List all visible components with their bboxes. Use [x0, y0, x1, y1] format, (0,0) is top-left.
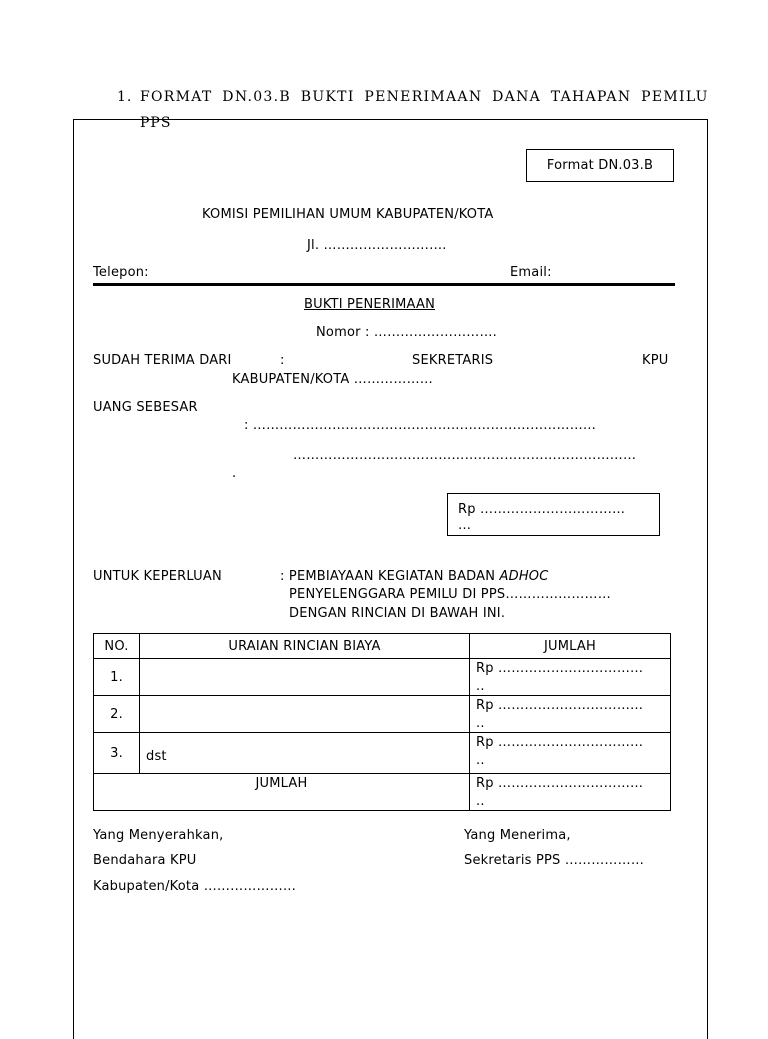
- purpose-line1: [280, 569, 549, 584]
- total-jumlah: [470, 774, 671, 811]
- row-jumlah-line1: Rp ……………………………: [476, 735, 644, 750]
- table-header-row: [94, 634, 671, 659]
- from-value-sekretaris: SEKRETARIS: [412, 353, 494, 368]
- header-no: NO.: [94, 634, 140, 659]
- telepon-label: Telepon:: [93, 265, 149, 280]
- table-row: [94, 696, 671, 733]
- row-uraian: dst: [140, 733, 470, 774]
- amount-rp-line1: Rp ……………………………: [458, 502, 626, 517]
- from-label: SUDAH TERIMA DARI: [93, 353, 232, 368]
- amount-rp-box: [447, 493, 660, 536]
- row-uraian: [140, 696, 470, 733]
- table-row: [94, 659, 671, 696]
- cost-breakdown-table: [93, 633, 671, 811]
- institution-address: Jl. ……………………….: [307, 238, 447, 253]
- row-jumlah: [470, 659, 671, 696]
- heading-title-continued: PPS: [140, 115, 172, 131]
- email-label: Email:: [510, 265, 552, 280]
- total-jumlah-line2: ..: [476, 794, 485, 809]
- table-total-row: [94, 774, 671, 811]
- row-jumlah-line2: ..: [476, 679, 485, 694]
- heading-number: 1.: [117, 89, 133, 105]
- header-divider: [93, 283, 675, 286]
- format-box-label: Format DN.03.B: [546, 158, 654, 173]
- heading-title: FORMAT DN.03.B BUKTI PENERIMAAN DANA TAHAPAN PEMILU: [140, 89, 709, 105]
- amount-words-line1: : ……………………………………………………………………: [244, 418, 597, 433]
- amount-rp-line2: …: [458, 518, 472, 533]
- receipt-title: BUKTI PENERIMAAN: [304, 297, 436, 312]
- signature-left-line2: Bendahara KPU: [93, 853, 197, 868]
- row-jumlah: [470, 696, 671, 733]
- header-uraian: URAIAN RINCIAN BIAYA: [140, 634, 470, 659]
- row-uraian: [140, 659, 470, 696]
- from-colon: :: [280, 353, 285, 368]
- format-box: [526, 149, 674, 182]
- amount-label: UANG SEBESAR: [93, 400, 198, 415]
- row-jumlah-line1: Rp ……………………………: [476, 698, 644, 713]
- purpose-adhoc: ADHOC: [499, 569, 549, 584]
- receipt-number: Nomor : ……………………….: [316, 325, 498, 340]
- signature-left-line3: Kabupaten/Kota …………………: [93, 879, 297, 894]
- row-jumlah: [470, 733, 671, 774]
- amount-words-line3: .: [232, 466, 237, 481]
- row-no: 3.: [94, 733, 140, 774]
- table-row: [94, 733, 671, 774]
- total-jumlah-line1: Rp ……………………………: [476, 776, 644, 791]
- purpose-line1-text: : PEMBIAYAAN KEGIATAN BADAN: [280, 569, 500, 584]
- row-no: 2.: [94, 696, 140, 733]
- signature-left-line1: Yang Menyerahkan,: [93, 828, 224, 843]
- from-value-kabupaten: KABUPATEN/KOTA ………………: [232, 372, 433, 387]
- amount-words-line2: ……………………………………………………………………: [293, 448, 637, 463]
- header-jumlah: JUMLAH: [470, 634, 671, 659]
- signature-right-line1: Yang Menerima,: [464, 828, 571, 843]
- purpose-line3: DENGAN RINCIAN DI BAWAH INI.: [289, 606, 506, 621]
- total-label: JUMLAH: [94, 774, 470, 811]
- row-no: 1.: [94, 659, 140, 696]
- institution-name: KOMISI PEMILIHAN UMUM KABUPATEN/KOTA: [202, 207, 494, 222]
- row-jumlah-line2: ..: [476, 716, 485, 731]
- row-jumlah-line1: Rp ……………………………: [476, 661, 644, 676]
- signature-right-line2: Sekretaris PPS ………………: [464, 853, 645, 868]
- purpose-line2: PENYELENGGARA PEMILU DI PPS……………………: [289, 587, 611, 602]
- from-value-kpu: KPU: [642, 353, 669, 368]
- purpose-label: UNTUK KEPERLUAN: [93, 569, 222, 584]
- row-jumlah-line2: ..: [476, 753, 485, 768]
